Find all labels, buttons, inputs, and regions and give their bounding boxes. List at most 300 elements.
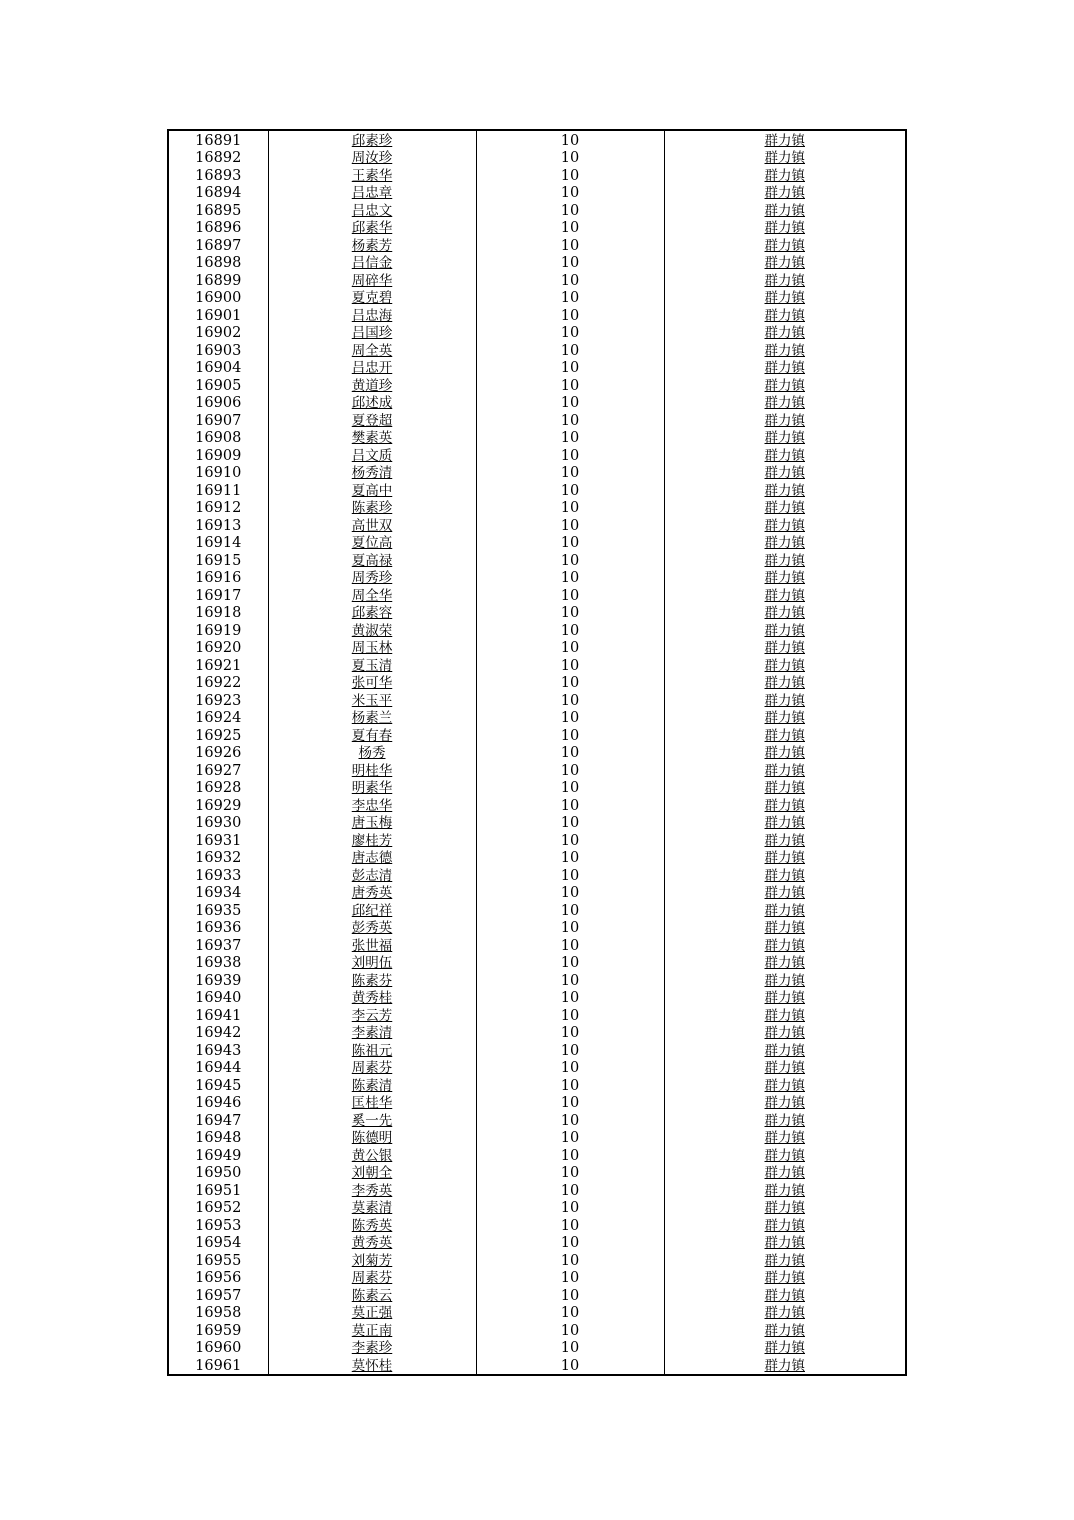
- name-cell: 邱素珍: [268, 130, 476, 149]
- id-cell: 16901: [168, 306, 268, 324]
- table-row: [168, 849, 906, 867]
- town-cell: 群力镇: [664, 831, 906, 849]
- name-cell: 唐秀英: [268, 884, 476, 902]
- table-row: [168, 761, 906, 779]
- id-cell: 16902: [168, 324, 268, 342]
- town-cell: 群力镇: [664, 1146, 906, 1164]
- id-cell: 16953: [168, 1216, 268, 1234]
- name-cell: 莫怀桂: [268, 1356, 476, 1375]
- amount-cell: 10: [476, 166, 664, 184]
- town-cell: 群力镇: [664, 691, 906, 709]
- id-cell: 16913: [168, 516, 268, 534]
- town-cell: 群力镇: [664, 289, 906, 307]
- amount-cell: 10: [476, 884, 664, 902]
- amount-cell: 10: [476, 271, 664, 289]
- town-cell: 群力镇: [664, 341, 906, 359]
- table-row: [168, 919, 906, 937]
- amount-cell: 10: [476, 394, 664, 412]
- town-cell: 群力镇: [664, 1216, 906, 1234]
- amount-cell: 10: [476, 1269, 664, 1287]
- id-cell: 16961: [168, 1356, 268, 1375]
- table-row: [168, 130, 906, 149]
- name-cell: 邱纪祥: [268, 901, 476, 919]
- table-row: [168, 796, 906, 814]
- table-row: [168, 901, 906, 919]
- name-cell: 张世福: [268, 936, 476, 954]
- name-cell: 杨素芳: [268, 236, 476, 254]
- amount-cell: 10: [476, 1339, 664, 1357]
- table-row: [168, 656, 906, 674]
- town-cell: 群力镇: [664, 1199, 906, 1217]
- town-cell: 群力镇: [664, 271, 906, 289]
- id-cell: 16907: [168, 411, 268, 429]
- town-cell: 群力镇: [664, 761, 906, 779]
- id-cell: 16942: [168, 1024, 268, 1042]
- amount-cell: 10: [476, 989, 664, 1007]
- town-cell: 群力镇: [664, 709, 906, 727]
- table-row: [168, 866, 906, 884]
- name-cell: 夏玉清: [268, 656, 476, 674]
- roster-table: [167, 129, 907, 1376]
- town-cell: 群力镇: [664, 1181, 906, 1199]
- id-cell: 16948: [168, 1129, 268, 1147]
- name-cell: 高世双: [268, 516, 476, 534]
- town-cell: 群力镇: [664, 236, 906, 254]
- id-cell: 16900: [168, 289, 268, 307]
- name-cell: 樊素英: [268, 429, 476, 447]
- town-cell: 群力镇: [664, 1356, 906, 1375]
- name-cell: 明素华: [268, 779, 476, 797]
- town-cell: 群力镇: [664, 639, 906, 657]
- amount-cell: 10: [476, 446, 664, 464]
- town-cell: 群力镇: [664, 674, 906, 692]
- table-row: [168, 674, 906, 692]
- id-cell: 16947: [168, 1111, 268, 1129]
- name-cell: 李忠华: [268, 796, 476, 814]
- id-cell: 16911: [168, 481, 268, 499]
- table-row: [168, 884, 906, 902]
- amount-cell: 10: [476, 1286, 664, 1304]
- amount-cell: 10: [476, 1146, 664, 1164]
- amount-cell: 10: [476, 1024, 664, 1042]
- id-cell: 16949: [168, 1146, 268, 1164]
- table-row: [168, 1111, 906, 1129]
- id-cell: 16923: [168, 691, 268, 709]
- id-cell: 16919: [168, 621, 268, 639]
- town-cell: 群力镇: [664, 1251, 906, 1269]
- town-cell: 群力镇: [664, 499, 906, 517]
- amount-cell: 10: [476, 184, 664, 202]
- name-cell: 张可华: [268, 674, 476, 692]
- amount-cell: 10: [476, 254, 664, 272]
- table-row: [168, 954, 906, 972]
- table-row: [168, 569, 906, 587]
- table-row: [168, 1041, 906, 1059]
- table-row: [168, 219, 906, 237]
- table-row: [168, 149, 906, 167]
- amount-cell: 10: [476, 289, 664, 307]
- town-cell: 群力镇: [664, 919, 906, 937]
- table-row: [168, 1269, 906, 1287]
- table-row: [168, 1006, 906, 1024]
- id-cell: 16899: [168, 271, 268, 289]
- table-row: [168, 166, 906, 184]
- town-cell: 群力镇: [664, 1129, 906, 1147]
- amount-cell: 10: [476, 569, 664, 587]
- id-cell: 16934: [168, 884, 268, 902]
- name-cell: 陈德明: [268, 1129, 476, 1147]
- table-row: [168, 1024, 906, 1042]
- name-cell: 陈秀英: [268, 1216, 476, 1234]
- id-cell: 16915: [168, 551, 268, 569]
- table-row: [168, 551, 906, 569]
- name-cell: 夏位高: [268, 534, 476, 552]
- name-cell: 周全英: [268, 341, 476, 359]
- name-cell: 陈素云: [268, 1286, 476, 1304]
- amount-cell: 10: [476, 1356, 664, 1375]
- name-cell: 周全华: [268, 586, 476, 604]
- table-row: [168, 516, 906, 534]
- town-cell: 群力镇: [664, 1041, 906, 1059]
- id-cell: 16925: [168, 726, 268, 744]
- table-row: [168, 1339, 906, 1357]
- town-cell: 群力镇: [664, 429, 906, 447]
- id-cell: 16936: [168, 919, 268, 937]
- town-cell: 群力镇: [664, 1339, 906, 1357]
- table-row: [168, 464, 906, 482]
- town-cell: 群力镇: [664, 586, 906, 604]
- id-cell: 16893: [168, 166, 268, 184]
- name-cell: 唐玉梅: [268, 814, 476, 832]
- table-row: [168, 709, 906, 727]
- name-cell: 吕文质: [268, 446, 476, 464]
- name-cell: 黄秀桂: [268, 989, 476, 1007]
- amount-cell: 10: [476, 324, 664, 342]
- id-cell: 16956: [168, 1269, 268, 1287]
- id-cell: 16957: [168, 1286, 268, 1304]
- name-cell: 夏克碧: [268, 289, 476, 307]
- table-row: [168, 201, 906, 219]
- id-cell: 16897: [168, 236, 268, 254]
- name-cell: 莫素清: [268, 1199, 476, 1217]
- id-cell: 16944: [168, 1059, 268, 1077]
- id-cell: 16910: [168, 464, 268, 482]
- town-cell: 群力镇: [664, 1111, 906, 1129]
- amount-cell: 10: [476, 359, 664, 377]
- town-cell: 群力镇: [664, 1076, 906, 1094]
- town-cell: 群力镇: [664, 1321, 906, 1339]
- amount-cell: 10: [476, 1199, 664, 1217]
- name-cell: 李云芳: [268, 1006, 476, 1024]
- name-cell: 杨素兰: [268, 709, 476, 727]
- amount-cell: 10: [476, 971, 664, 989]
- town-cell: 群力镇: [664, 936, 906, 954]
- amount-cell: 10: [476, 709, 664, 727]
- id-cell: 16924: [168, 709, 268, 727]
- amount-cell: 10: [476, 341, 664, 359]
- table-row: [168, 1286, 906, 1304]
- name-cell: 米玉平: [268, 691, 476, 709]
- name-cell: 周碎华: [268, 271, 476, 289]
- id-cell: 16943: [168, 1041, 268, 1059]
- table-row: [168, 604, 906, 622]
- name-cell: 李素珍: [268, 1339, 476, 1357]
- amount-cell: 10: [476, 1251, 664, 1269]
- name-cell: 夏有春: [268, 726, 476, 744]
- name-cell: 夏登超: [268, 411, 476, 429]
- amount-cell: 10: [476, 376, 664, 394]
- id-cell: 16916: [168, 569, 268, 587]
- table-row: [168, 359, 906, 377]
- town-cell: 群力镇: [664, 901, 906, 919]
- name-cell: 周素芬: [268, 1059, 476, 1077]
- name-cell: 陈祖元: [268, 1041, 476, 1059]
- table-row: [168, 324, 906, 342]
- town-cell: 群力镇: [664, 621, 906, 639]
- name-cell: 李素清: [268, 1024, 476, 1042]
- id-cell: 16939: [168, 971, 268, 989]
- table-row: [168, 621, 906, 639]
- amount-cell: 10: [476, 901, 664, 919]
- id-cell: 16920: [168, 639, 268, 657]
- town-cell: 群力镇: [664, 130, 906, 149]
- table-row: [168, 691, 906, 709]
- town-cell: 群力镇: [664, 796, 906, 814]
- town-cell: 群力镇: [664, 744, 906, 762]
- name-cell: 彭秀英: [268, 919, 476, 937]
- id-cell: 16896: [168, 219, 268, 237]
- id-cell: 16926: [168, 744, 268, 762]
- town-cell: 群力镇: [664, 569, 906, 587]
- town-cell: 群力镇: [664, 184, 906, 202]
- amount-cell: 10: [476, 481, 664, 499]
- town-cell: 群力镇: [664, 814, 906, 832]
- town-cell: 群力镇: [664, 551, 906, 569]
- amount-cell: 10: [476, 1164, 664, 1182]
- table-row: [168, 429, 906, 447]
- table-row: [168, 289, 906, 307]
- table-row: [168, 1356, 906, 1375]
- id-cell: 16931: [168, 831, 268, 849]
- id-cell: 16928: [168, 779, 268, 797]
- id-cell: 16894: [168, 184, 268, 202]
- town-cell: 群力镇: [664, 656, 906, 674]
- town-cell: 群力镇: [664, 866, 906, 884]
- id-cell: 16929: [168, 796, 268, 814]
- table-row: [168, 1059, 906, 1077]
- town-cell: 群力镇: [664, 884, 906, 902]
- amount-cell: 10: [476, 866, 664, 884]
- table-row: [168, 1199, 906, 1217]
- amount-cell: 10: [476, 1304, 664, 1322]
- name-cell: 周汝珍: [268, 149, 476, 167]
- id-cell: 16940: [168, 989, 268, 1007]
- id-cell: 16951: [168, 1181, 268, 1199]
- name-cell: 邱述成: [268, 394, 476, 412]
- table-row: [168, 989, 906, 1007]
- id-cell: 16946: [168, 1094, 268, 1112]
- id-cell: 16906: [168, 394, 268, 412]
- table-row: [168, 306, 906, 324]
- id-cell: 16895: [168, 201, 268, 219]
- table-row: [168, 1321, 906, 1339]
- table-row: [168, 236, 906, 254]
- id-cell: 16898: [168, 254, 268, 272]
- town-cell: 群力镇: [664, 166, 906, 184]
- id-cell: 16905: [168, 376, 268, 394]
- amount-cell: 10: [476, 464, 664, 482]
- table-row: [168, 376, 906, 394]
- amount-cell: 10: [476, 306, 664, 324]
- name-cell: 邱素华: [268, 219, 476, 237]
- amount-cell: 10: [476, 219, 664, 237]
- amount-cell: 10: [476, 726, 664, 744]
- amount-cell: 10: [476, 499, 664, 517]
- table-row: [168, 481, 906, 499]
- id-cell: 16954: [168, 1234, 268, 1252]
- table-row: [168, 1094, 906, 1112]
- table-row: [168, 936, 906, 954]
- table-row: [168, 341, 906, 359]
- name-cell: 明桂华: [268, 761, 476, 779]
- amount-cell: 10: [476, 534, 664, 552]
- name-cell: 夏高禄: [268, 551, 476, 569]
- id-cell: 16891: [168, 130, 268, 149]
- table-row: [168, 639, 906, 657]
- town-cell: 群力镇: [664, 954, 906, 972]
- name-cell: 匡桂华: [268, 1094, 476, 1112]
- id-cell: 16932: [168, 849, 268, 867]
- name-cell: 黄道珍: [268, 376, 476, 394]
- id-cell: 16959: [168, 1321, 268, 1339]
- town-cell: 群力镇: [664, 849, 906, 867]
- id-cell: 16933: [168, 866, 268, 884]
- town-cell: 群力镇: [664, 1234, 906, 1252]
- table-row: [168, 1076, 906, 1094]
- town-cell: 群力镇: [664, 971, 906, 989]
- town-cell: 群力镇: [664, 1006, 906, 1024]
- table-row: [168, 499, 906, 517]
- id-cell: 16922: [168, 674, 268, 692]
- amount-cell: 10: [476, 849, 664, 867]
- town-cell: 群力镇: [664, 1059, 906, 1077]
- town-cell: 群力镇: [664, 306, 906, 324]
- town-cell: 群力镇: [664, 1286, 906, 1304]
- table-row: [168, 1164, 906, 1182]
- amount-cell: 10: [476, 586, 664, 604]
- amount-cell: 10: [476, 954, 664, 972]
- table-row: [168, 534, 906, 552]
- town-cell: 群力镇: [664, 254, 906, 272]
- name-cell: 邱素容: [268, 604, 476, 622]
- name-cell: 奚一先: [268, 1111, 476, 1129]
- name-cell: 吕忠章: [268, 184, 476, 202]
- name-cell: 廖桂芳: [268, 831, 476, 849]
- table-row: [168, 1216, 906, 1234]
- id-cell: 16941: [168, 1006, 268, 1024]
- table-row: [168, 744, 906, 762]
- amount-cell: 10: [476, 691, 664, 709]
- town-cell: 群力镇: [664, 1164, 906, 1182]
- name-cell: 吕信金: [268, 254, 476, 272]
- amount-cell: 10: [476, 1041, 664, 1059]
- amount-cell: 10: [476, 621, 664, 639]
- table-row: [168, 1304, 906, 1322]
- table-row: [168, 726, 906, 744]
- amount-cell: 10: [476, 1216, 664, 1234]
- amount-cell: 10: [476, 551, 664, 569]
- amount-cell: 10: [476, 814, 664, 832]
- amount-cell: 10: [476, 1059, 664, 1077]
- id-cell: 16917: [168, 586, 268, 604]
- id-cell: 16952: [168, 1199, 268, 1217]
- id-cell: 16927: [168, 761, 268, 779]
- town-cell: 群力镇: [664, 1269, 906, 1287]
- amount-cell: 10: [476, 1076, 664, 1094]
- id-cell: 16921: [168, 656, 268, 674]
- table-row: [168, 411, 906, 429]
- name-cell: 周秀珍: [268, 569, 476, 587]
- amount-cell: 10: [476, 674, 664, 692]
- town-cell: 群力镇: [664, 376, 906, 394]
- town-cell: 群力镇: [664, 481, 906, 499]
- amount-cell: 10: [476, 130, 664, 149]
- amount-cell: 10: [476, 919, 664, 937]
- amount-cell: 10: [476, 201, 664, 219]
- table-row: [168, 1129, 906, 1147]
- town-cell: 群力镇: [664, 534, 906, 552]
- id-cell: 16918: [168, 604, 268, 622]
- name-cell: 彭志清: [268, 866, 476, 884]
- town-cell: 群力镇: [664, 394, 906, 412]
- id-cell: 16908: [168, 429, 268, 447]
- name-cell: 吕国珍: [268, 324, 476, 342]
- amount-cell: 10: [476, 1234, 664, 1252]
- id-cell: 16914: [168, 534, 268, 552]
- name-cell: 唐志德: [268, 849, 476, 867]
- table-row: [168, 971, 906, 989]
- amount-cell: 10: [476, 639, 664, 657]
- name-cell: 周玉林: [268, 639, 476, 657]
- town-cell: 群力镇: [664, 1304, 906, 1322]
- name-cell: 周素芬: [268, 1269, 476, 1287]
- roster-table-body: [168, 130, 906, 1375]
- amount-cell: 10: [476, 761, 664, 779]
- amount-cell: 10: [476, 936, 664, 954]
- amount-cell: 10: [476, 1321, 664, 1339]
- table-row: [168, 1234, 906, 1252]
- name-cell: 刘菊芳: [268, 1251, 476, 1269]
- name-cell: 王素华: [268, 166, 476, 184]
- name-cell: 刘明伍: [268, 954, 476, 972]
- amount-cell: 10: [476, 831, 664, 849]
- amount-cell: 10: [476, 411, 664, 429]
- amount-cell: 10: [476, 796, 664, 814]
- town-cell: 群力镇: [664, 149, 906, 167]
- table-row: [168, 1146, 906, 1164]
- town-cell: 群力镇: [664, 464, 906, 482]
- name-cell: 陈素芬: [268, 971, 476, 989]
- town-cell: 群力镇: [664, 1094, 906, 1112]
- id-cell: 16955: [168, 1251, 268, 1269]
- town-cell: 群力镇: [664, 989, 906, 1007]
- amount-cell: 10: [476, 779, 664, 797]
- town-cell: 群力镇: [664, 726, 906, 744]
- name-cell: 刘朝全: [268, 1164, 476, 1182]
- table-row: [168, 254, 906, 272]
- name-cell: 莫正强: [268, 1304, 476, 1322]
- name-cell: 黄秀英: [268, 1234, 476, 1252]
